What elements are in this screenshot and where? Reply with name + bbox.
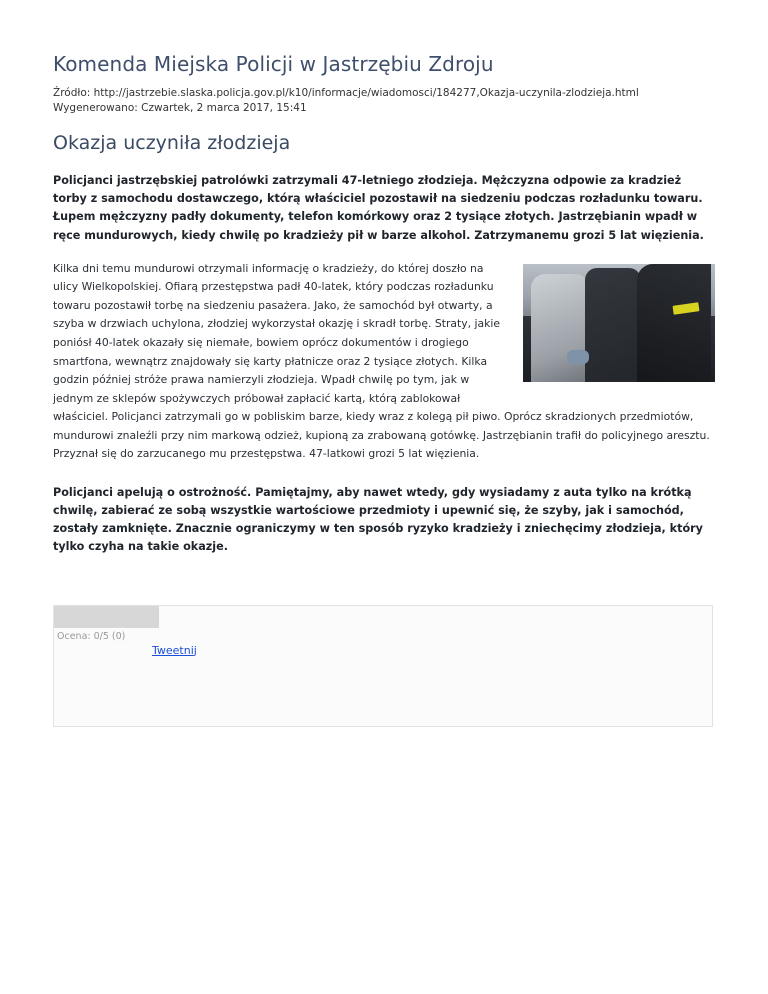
photo-figure-middle bbox=[585, 268, 641, 382]
generated-timestamp: Wygenerowano: Czwartek, 2 marca 2017, 15:41 bbox=[53, 102, 307, 115]
article-title: Okazja uczyniła złodzieja bbox=[53, 132, 291, 155]
tweet-link[interactable]: Tweetnij bbox=[152, 643, 197, 657]
article-photo bbox=[523, 264, 715, 382]
photo-figure-left bbox=[531, 274, 589, 382]
article-lead: Policjanci jastrzębskiej patrolówki zatrzymali 47-letniego złodzieja. Mężczyzna odpowie za kradzież torby z samochodu dostawczego, którą właściciel pozostawił na siedzeniu podczas rozładunku towaru. Łupem mężczyzny padły dokumenty, telefon komórkowy oraz 2 tysiące złotych. Jastrzębianin wpadł w ręce mundurowych, kiedy chwilę po kradzieży pił w barze alkohol. Zatrzymanemu grozi 5 lat więzienia. bbox=[53, 174, 704, 242]
photo-glove bbox=[567, 350, 589, 364]
article-closing: Policjanci apelują o ostrożność. Pamiętajmy, aby nawet wtedy, gdy wysiadamy z auta tylko na krótką chwilę, zabierać ze sobą wszystkie wartościowe przedmioty i upewnić się, że szyby, jak i samochód, zostały zamknięte. Znacznie ograniczymy w ten sposób ryzyko kradzieży i zniechęcimy złodzieja, który tylko czyha na takie okazje. bbox=[53, 485, 703, 554]
rating-stars-placeholder[interactable] bbox=[54, 606, 159, 628]
article-body-wrap bbox=[53, 260, 715, 464]
document-meta bbox=[53, 86, 715, 116]
document-content bbox=[53, 52, 715, 727]
source-url: Źródło: http://jastrzebie.slaska.policja.gov.pl/k10/informacje/wiadomosci/184277,Okazja-uczynila-zlodzieja.html bbox=[53, 87, 639, 99]
photo-figure-right bbox=[637, 264, 711, 382]
site-title: Komenda Miejska Policji w Jastrzębiu Zdroju bbox=[53, 52, 494, 76]
article-body: Kilka dni temu mundurowi otrzymali informację o kradzieży, do której doszło na ulicy Wielkopolskiej. Ofiarą przestępstwa padł 40-latek, który podczas rozładunku towaru pozostawił torbę na siedzeniu pasażera. Jako, że samochód był otwarty, a szyba w drzwiach uchylona, złodziej wykorzystał okazję i skradł torbę. Straty, jakie poniósł 40-latek okazały się niemałe, bowiem oprócz dokumentów i drogiego smartfona, wewnątrz znajdowały się karty płatnicze oraz 2 tysiące złotych. Kilka godzin później stróże prawa namierzyli złodzieja. Wpadł chwilę po tym, jak w jednym ze sklepów spożywczych próbował zapłacić kartą, którą zablokował właściciel. Policjanci zatrzymali go w pobliskim barze, kiedy wraz z kolegą pił piwo. Oprócz skradzionych przedmiotów, mundurowi znaleźli przy nim markową odzież, kupioną za zrabowaną gotówkę. Jastrzębianin trafił do policyjnego aresztu. Przyznał się do zarzucanego mu przestępstwa. 47-latkowi grozi 5 lat więzienia. bbox=[53, 261, 710, 461]
rating-box bbox=[53, 605, 713, 727]
rating-label: Ocena: 0/5 (0) bbox=[57, 630, 126, 642]
